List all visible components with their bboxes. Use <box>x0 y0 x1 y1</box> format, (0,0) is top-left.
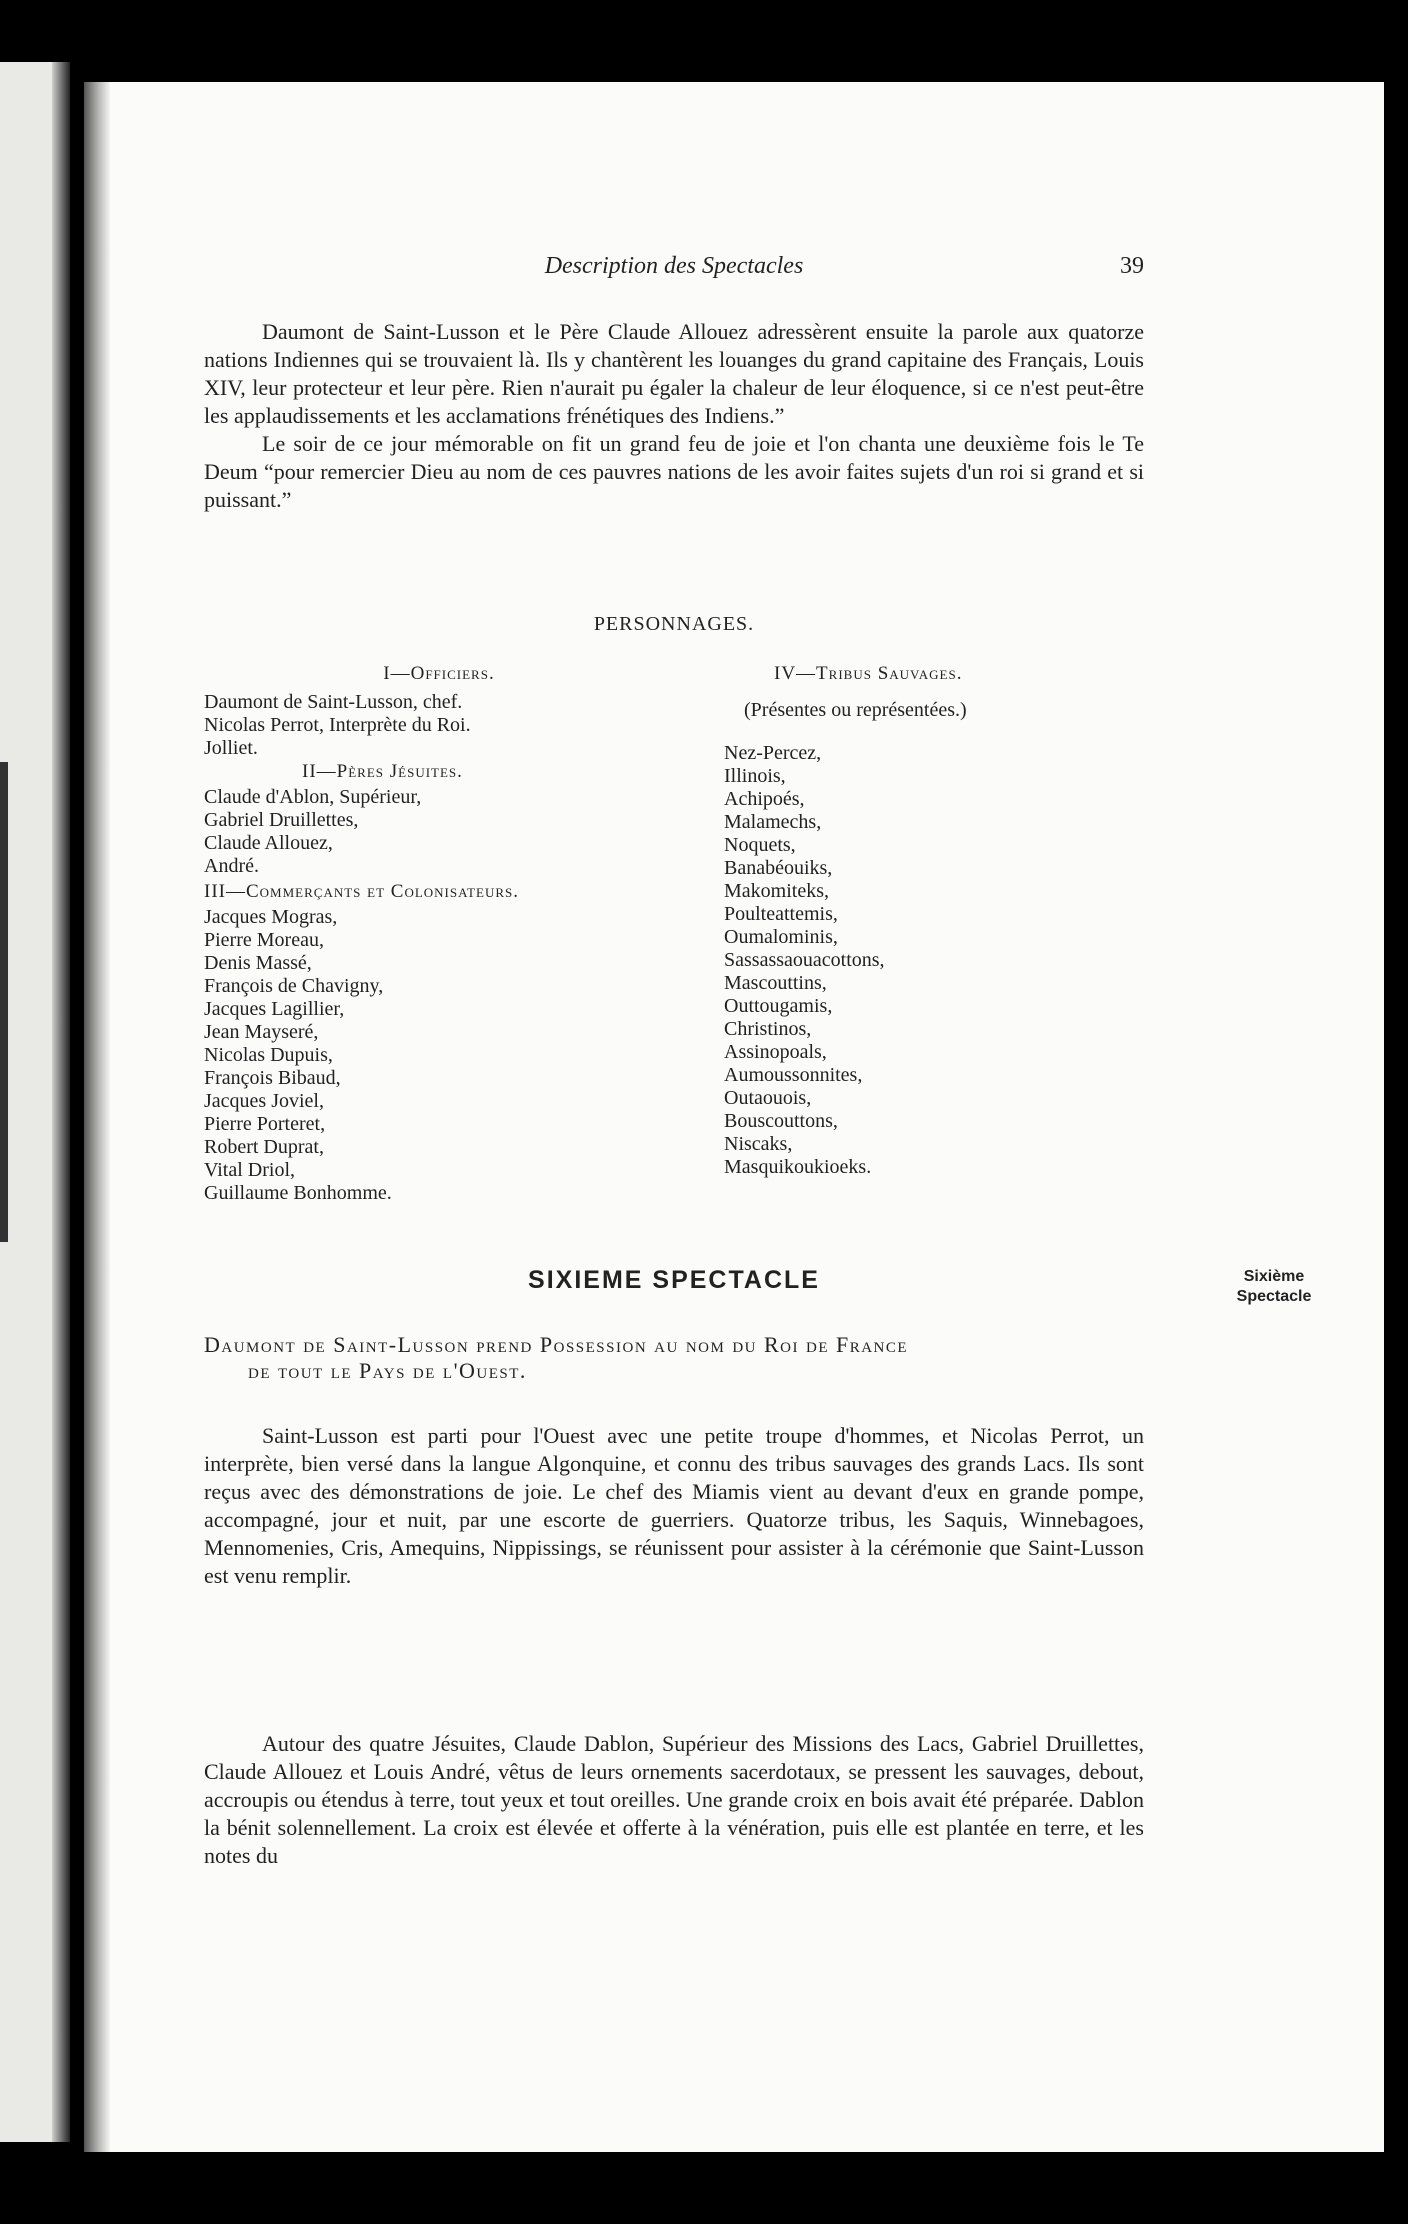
tribus-note: (Présentes ou représentées.) <box>744 699 967 721</box>
list-item: Masquikoukioeks. <box>724 1156 872 1178</box>
list-item: Makomiteks, <box>724 880 829 902</box>
paragraph-saint-lusson-ouest: Saint-Lusson est parti pour l'Ouest avec une petite troupe d'hommes, et Nicolas Perrot, un interprète, bien versé dans la langue Algonquine, et connu des tribus sauvages des grands Lacs. Ils sont reçus avec des démonstrations de joie. Le chef des Miamis vient au devant d'eux en grande pompe, accompagné, jour et nuit, par une escorte de guerriers. Quatorze tribus, les Saquis, Winnebagoes, Mennomenies, Cris, Amequins, Nippissings, se réunissent pour assister à la cérémonie que Saint-Lusson est venu remplir. <box>204 1423 1144 1588</box>
page-gutter-shadow <box>84 82 110 2152</box>
list-item: Malamechs, <box>724 811 822 833</box>
list-item: Pierre Porteret, <box>204 1113 326 1135</box>
list-item: Christinos, <box>724 1018 812 1040</box>
list-item: Claude Allouez, <box>204 832 333 854</box>
margin-note-line2: Spectacle <box>1236 1288 1312 1305</box>
paragraph-autour-jesuites: Autour des quatre Jésuites, Claude Dablon, Supérieur des Missions des Lacs, Gabriel Druillettes, Claude Allouez et Louis André, vêtus de leurs ornements sacerdotaux, se pressent les sauvages, debout, accroupis ou étendus à terre, tout yeux et tout oreilles. Une grande croix en bois avait été préparée. Dablon la bénit solennellement. La croix est élevée et offerte à la vénération, puis elle est plantée en terre, et les notes du <box>204 1731 1144 1868</box>
section-subheading-line2: de tout le Pays de l'Ouest. <box>248 1358 527 1383</box>
officiers-heading: I—Officiers. <box>383 663 495 684</box>
running-head <box>204 252 1144 282</box>
list-item: Achipoés, <box>724 788 805 810</box>
book-page <box>84 82 1384 2152</box>
list-item: Aumoussonnites, <box>724 1064 863 1086</box>
commercants-list <box>204 906 674 1205</box>
section-title: SIXIEME SPECTACLE <box>528 1266 820 1294</box>
peres-heading: II—Pères Jésuites. <box>302 761 463 782</box>
list-item: Mascouttins, <box>724 972 827 994</box>
list-item: Claude d'Ablon, Supérieur, <box>204 786 422 808</box>
list-item: Outaouois, <box>724 1087 812 1109</box>
list-item: Nicolas Perrot, Interprète du Roi. <box>204 714 471 736</box>
left-page-edge <box>0 62 70 2142</box>
section-subheading <box>204 1332 1144 1384</box>
paragraph-saint-lusson-allouez: Daumont de Saint-Lusson et le Père Claude Allouez adressèrent ensuite la parole aux quatorze nations Indiennes qui se trouvaient là. Ils y chantèrent les louanges du grand capitaine des Français, Louis XIV, leur protecteur et leur père. Rien n'aurait pu égaler la chaleur de leur éloquence, si ce n'est peut-être les applaudissements et les acclamations frénétiques des Indiens.” <box>204 319 1144 428</box>
margin-note-line1: Sixième <box>1243 1268 1305 1285</box>
running-title: Description des Spectacles <box>544 253 804 279</box>
list-item: Daumont de Saint-Lusson, chef. <box>204 691 463 713</box>
tribus-list <box>724 742 1144 1179</box>
list-item: Outtougamis, <box>724 995 833 1017</box>
list-item: Nicolas Dupuis, <box>204 1044 333 1066</box>
list-item: Assinopoals, <box>724 1041 827 1063</box>
officiers-list <box>204 691 674 760</box>
list-item: Gabriel Druillettes, <box>204 809 359 831</box>
list-item: François de Chavigny, <box>204 975 384 997</box>
peres-list <box>204 786 674 878</box>
paragraph-feu-de-joie: Le soir de ce jour mémorable on fit un grand feu de joie et l'on chanta une deuxième fois le Te Deum “pour remercier Dieu au nom de ces pauvres nations de les avoir faites sujets d'un roi si grand et si puissant.” <box>204 431 1144 512</box>
margin-note <box>1214 1267 1334 1307</box>
list-item: François Bibaud, <box>204 1067 341 1089</box>
list-item: Sassassaouacottons, <box>724 949 885 971</box>
list-item: Pierre Moreau, <box>204 929 324 951</box>
list-item: Illinois, <box>724 765 786 787</box>
tribus-heading: IV—Tribus Sauvages. <box>774 663 963 684</box>
list-item: Jolliet. <box>204 737 258 759</box>
page-number: 39 <box>1120 253 1144 279</box>
list-item: Niscaks, <box>724 1133 793 1155</box>
list-item: Jacques Mogras, <box>204 906 338 928</box>
left-page-shadow <box>52 62 70 2142</box>
list-item: Poulteattemis, <box>724 903 838 925</box>
list-item: Jean Mayseré, <box>204 1021 319 1043</box>
list-item: Denis Massé, <box>204 952 312 974</box>
list-item: Guillaume Bonhomme. <box>204 1182 392 1204</box>
left-page-binding-mark <box>0 762 8 1242</box>
list-item: Jacques Lagillier, <box>204 998 345 1020</box>
commercants-heading: III—Commerçants et Colonisateurs. <box>204 881 519 902</box>
list-item: Jacques Joviel, <box>204 1090 324 1112</box>
list-item: Banabéouiks, <box>724 857 833 879</box>
list-item: Robert Duprat, <box>204 1136 324 1158</box>
list-item: Bouscouttons, <box>724 1110 838 1132</box>
list-item: André. <box>204 855 259 877</box>
list-item: Vital Driol, <box>204 1159 296 1181</box>
personnages-right-column <box>724 662 1144 1179</box>
personnages-heading: PERSONNAGES. <box>593 613 755 635</box>
personnages-left-column <box>204 662 674 1205</box>
list-item: Noquets, <box>724 834 796 856</box>
section-subheading-line1: Daumont de Saint-Lusson prend Possession au nom du Roi de France <box>204 1332 909 1357</box>
list-item: Oumalominis, <box>724 926 838 948</box>
list-item: Nez-Percez, <box>724 742 822 764</box>
